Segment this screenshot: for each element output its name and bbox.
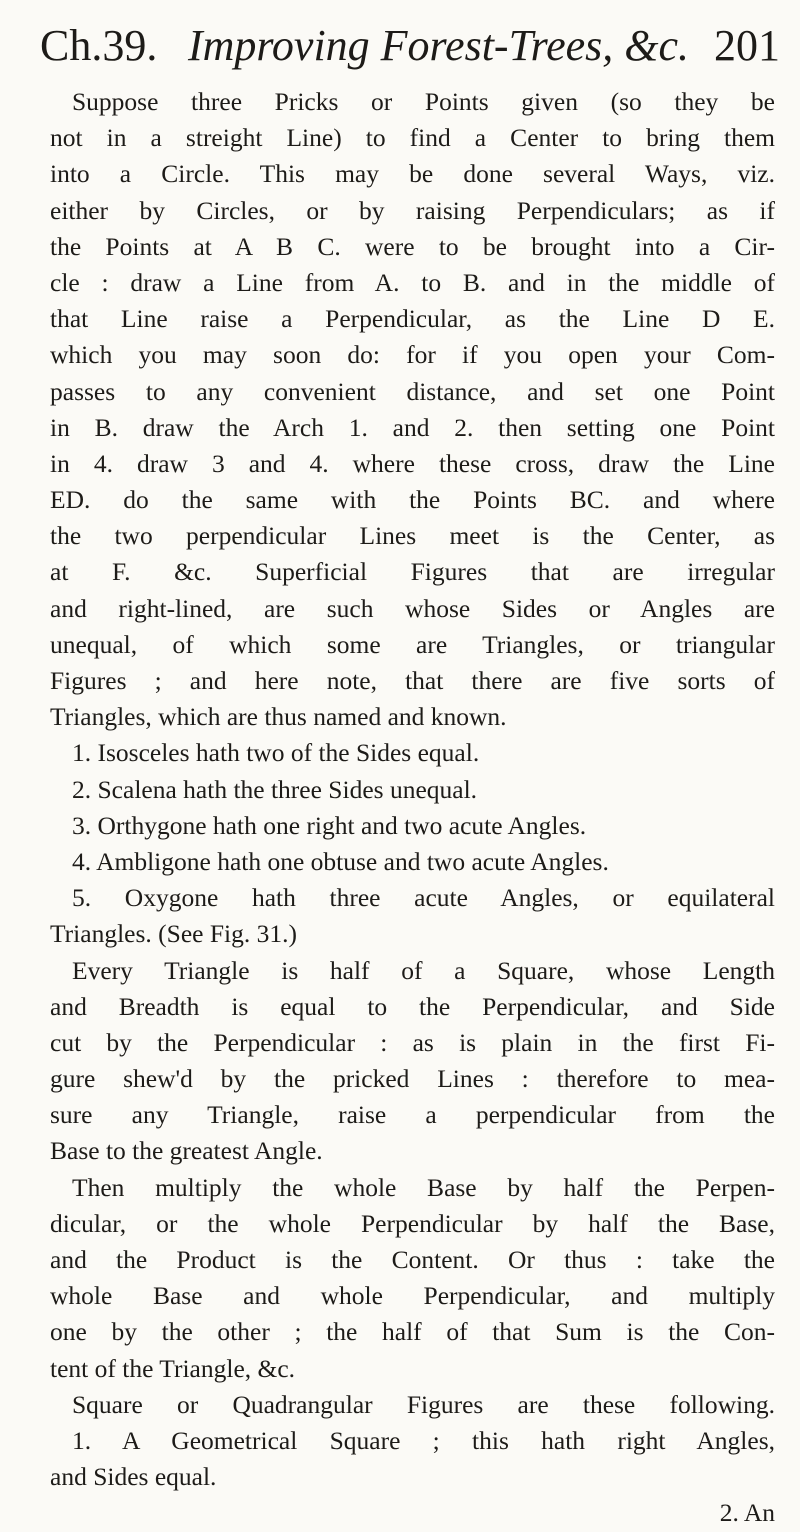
- text-line: cut by the Perpendicular : as is plain in the first Fi-: [50, 1027, 775, 1057]
- text-line: sure any Triangle, raise a perpendicular from the: [50, 1100, 775, 1130]
- text-line: Triangles. (See Fig. 31.): [50, 919, 297, 949]
- text-line: 5. Oxygone hath three acute Angles, or equilateral: [72, 883, 775, 913]
- text-line: one by the other ; the half of that Sum is the Con-: [50, 1317, 775, 1347]
- text-line: whole Base and whole Perpendicular, and multiply: [50, 1281, 775, 1311]
- text-line: that Line raise a Perpendicular, as the Line D E.: [50, 304, 775, 334]
- text-line: tent of the Triangle, &c.: [50, 1353, 296, 1383]
- text-line: unequal, of which some are Triangles, or triangular: [50, 629, 775, 659]
- text-line: dicular, or the whole Perpendicular by half the Base,: [50, 1208, 775, 1238]
- running-title: Improving Forest-Trees, &c.: [188, 21, 690, 70]
- text-line: at F. &c. Superficial Figures that are irregular: [50, 557, 775, 587]
- running-header: [40, 18, 780, 78]
- text-line: cle : draw a Line from A. to B. and in the middle of: [50, 267, 775, 297]
- text-line: in B. draw the Arch 1. and 2. then setting one Point: [50, 412, 775, 442]
- text-line: and the Product is the Content. Or thus : take the: [50, 1245, 775, 1274]
- text-line: 2. Scalena hath the three Sides unequal.: [72, 774, 478, 804]
- text-line: 1. Isosceles hath two of the Sides equal.: [72, 738, 480, 768]
- text-line: Figures ; and here note, that there are five sorts of: [50, 666, 775, 695]
- chapter-number: Ch.39.: [40, 21, 158, 70]
- text-line: ED. do the same with the Points BC. and where: [50, 485, 775, 515]
- body-text: [50, 84, 775, 1532]
- text-line: not in a streight Line) to find a Center to bring them: [50, 123, 775, 153]
- text-line: Then multiply the whole Base by half the Perpen-: [72, 1172, 775, 1202]
- text-line: either by Circles, or by raising Perpendiculars; as if: [50, 195, 775, 225]
- text-line: which you may soon do: for if you open your Com-: [50, 340, 775, 370]
- text-line: the two perpendicular Lines meet is the Center, as: [50, 521, 775, 551]
- text-line: Triangles, which are thus named and known.: [50, 702, 507, 732]
- text-line: and Sides equal.: [50, 1462, 217, 1492]
- text-line: 4. Ambligone hath one obtuse and two acute Angles.: [72, 846, 609, 876]
- text-line: 1. A Geometrical Square ; this hath right Angles,: [72, 1425, 775, 1455]
- text-line: Base to the greatest Angle.: [50, 1136, 323, 1166]
- text-line: gure shew'd by the pricked Lines : therefore to mea-: [50, 1064, 775, 1094]
- text-line: into a Circle. This may be done several Ways, viz.: [50, 159, 775, 189]
- text-line: and right-lined, are such whose Sides or Angles are: [50, 593, 775, 623]
- page-number: 201: [714, 21, 780, 70]
- text-line: and Breadth is equal to the Perpendicular, and Side: [50, 991, 775, 1021]
- text-line: passes to any convenient distance, and set one Point: [50, 376, 775, 406]
- text-line: Square or Quadrangular Figures are these following.: [72, 1389, 775, 1419]
- text-line: the Points at A B C. were to be brought into a Cir-: [50, 231, 775, 261]
- text-line: in 4. draw 3 and 4. where these cross, draw the Line: [50, 448, 775, 478]
- text-line: 2. An: [719, 1498, 775, 1528]
- text-line: 3. Orthygone hath one right and two acute Angles.: [72, 810, 587, 840]
- text-line: Suppose three Pricks or Points given (so they be: [72, 87, 775, 116]
- text-line: Every Triangle is half of a Square, whose Length: [72, 955, 775, 985]
